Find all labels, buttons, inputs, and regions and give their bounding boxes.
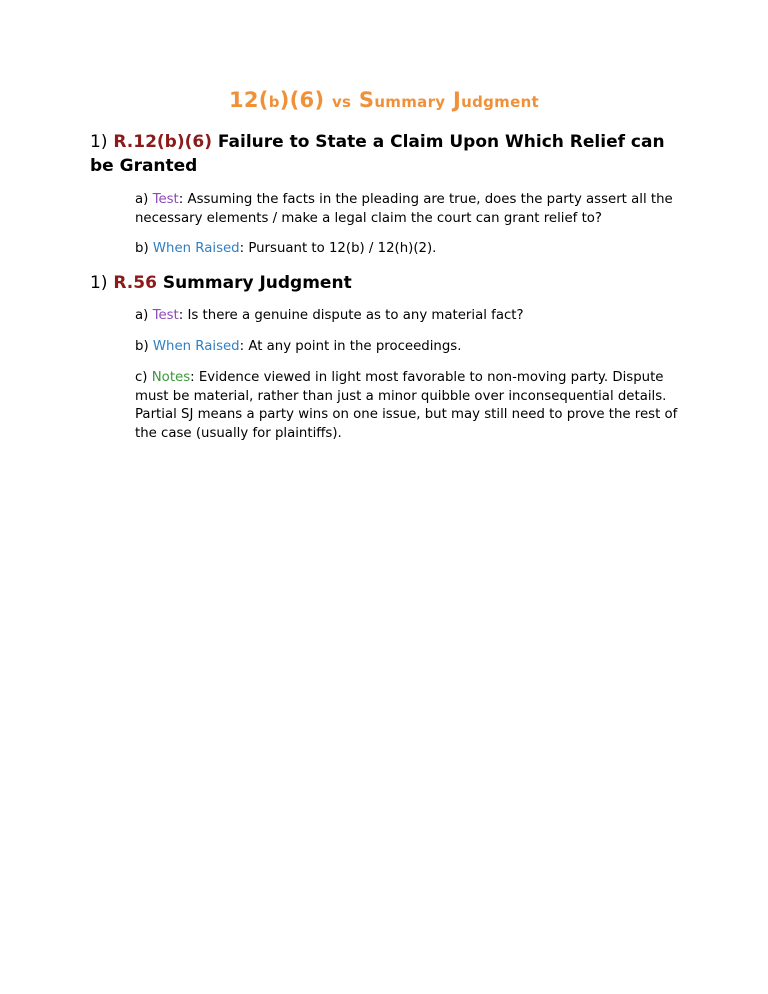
title-part: S <box>351 88 375 112</box>
item-prefix: a) <box>135 308 149 323</box>
list-item <box>135 338 680 357</box>
title-part: )(6) <box>279 88 332 112</box>
item-label-notes: Notes <box>151 370 191 385</box>
rule-citation: R.56 <box>113 273 157 293</box>
item-text: : At any point in the proceedings. <box>239 339 462 354</box>
item-text: : Is there a genuine dispute as to any material fact? <box>178 308 524 323</box>
section-number: 1) <box>90 273 108 293</box>
title-part: vs <box>331 93 352 111</box>
section-heading <box>90 271 680 295</box>
item-prefix: c) <box>135 370 148 385</box>
item-prefix: a) <box>135 192 149 207</box>
page-title <box>0 88 768 112</box>
section-heading-text: Failure to State a Claim Upon Which Relief can be Granted <box>90 132 665 176</box>
item-prefix: b) <box>135 339 149 354</box>
title-part: ummary <box>374 93 446 111</box>
title-part: J <box>445 88 462 112</box>
item-text: : Assuming the facts in the pleading are true, does the party assert all the necessary elements / make a legal claim the court can grant relief to? <box>135 192 673 226</box>
item-label-when-raised: When Raised <box>152 241 240 256</box>
list-item <box>135 369 680 443</box>
item-label-when-raised: When Raised <box>152 339 240 354</box>
list-item <box>135 307 680 326</box>
item-prefix: b) <box>135 241 149 256</box>
section-heading <box>90 130 680 178</box>
rule-citation: R.12(b)(6) <box>113 132 212 152</box>
item-label-test: Test <box>152 192 179 207</box>
title-part: 12( <box>228 88 269 112</box>
title-part: b <box>268 93 280 111</box>
item-label-test: Test <box>152 308 179 323</box>
list-item <box>135 240 680 259</box>
section-heading-text: Summary Judgment <box>162 273 352 293</box>
item-text: : Pursuant to 12(b) / 12(h)(2). <box>239 241 437 256</box>
item-text: : Evidence viewed in light most favorable to non-moving party. Dispute must be material, rather than just a minor quibble over inconsequential details. Partial SJ means a party wins on one issue, but may still need to prove the rest of the case (usually for plaintiffs). <box>135 370 678 441</box>
section-number: 1) <box>90 132 108 152</box>
list-item <box>135 191 680 228</box>
title-part: udgment <box>461 93 540 111</box>
